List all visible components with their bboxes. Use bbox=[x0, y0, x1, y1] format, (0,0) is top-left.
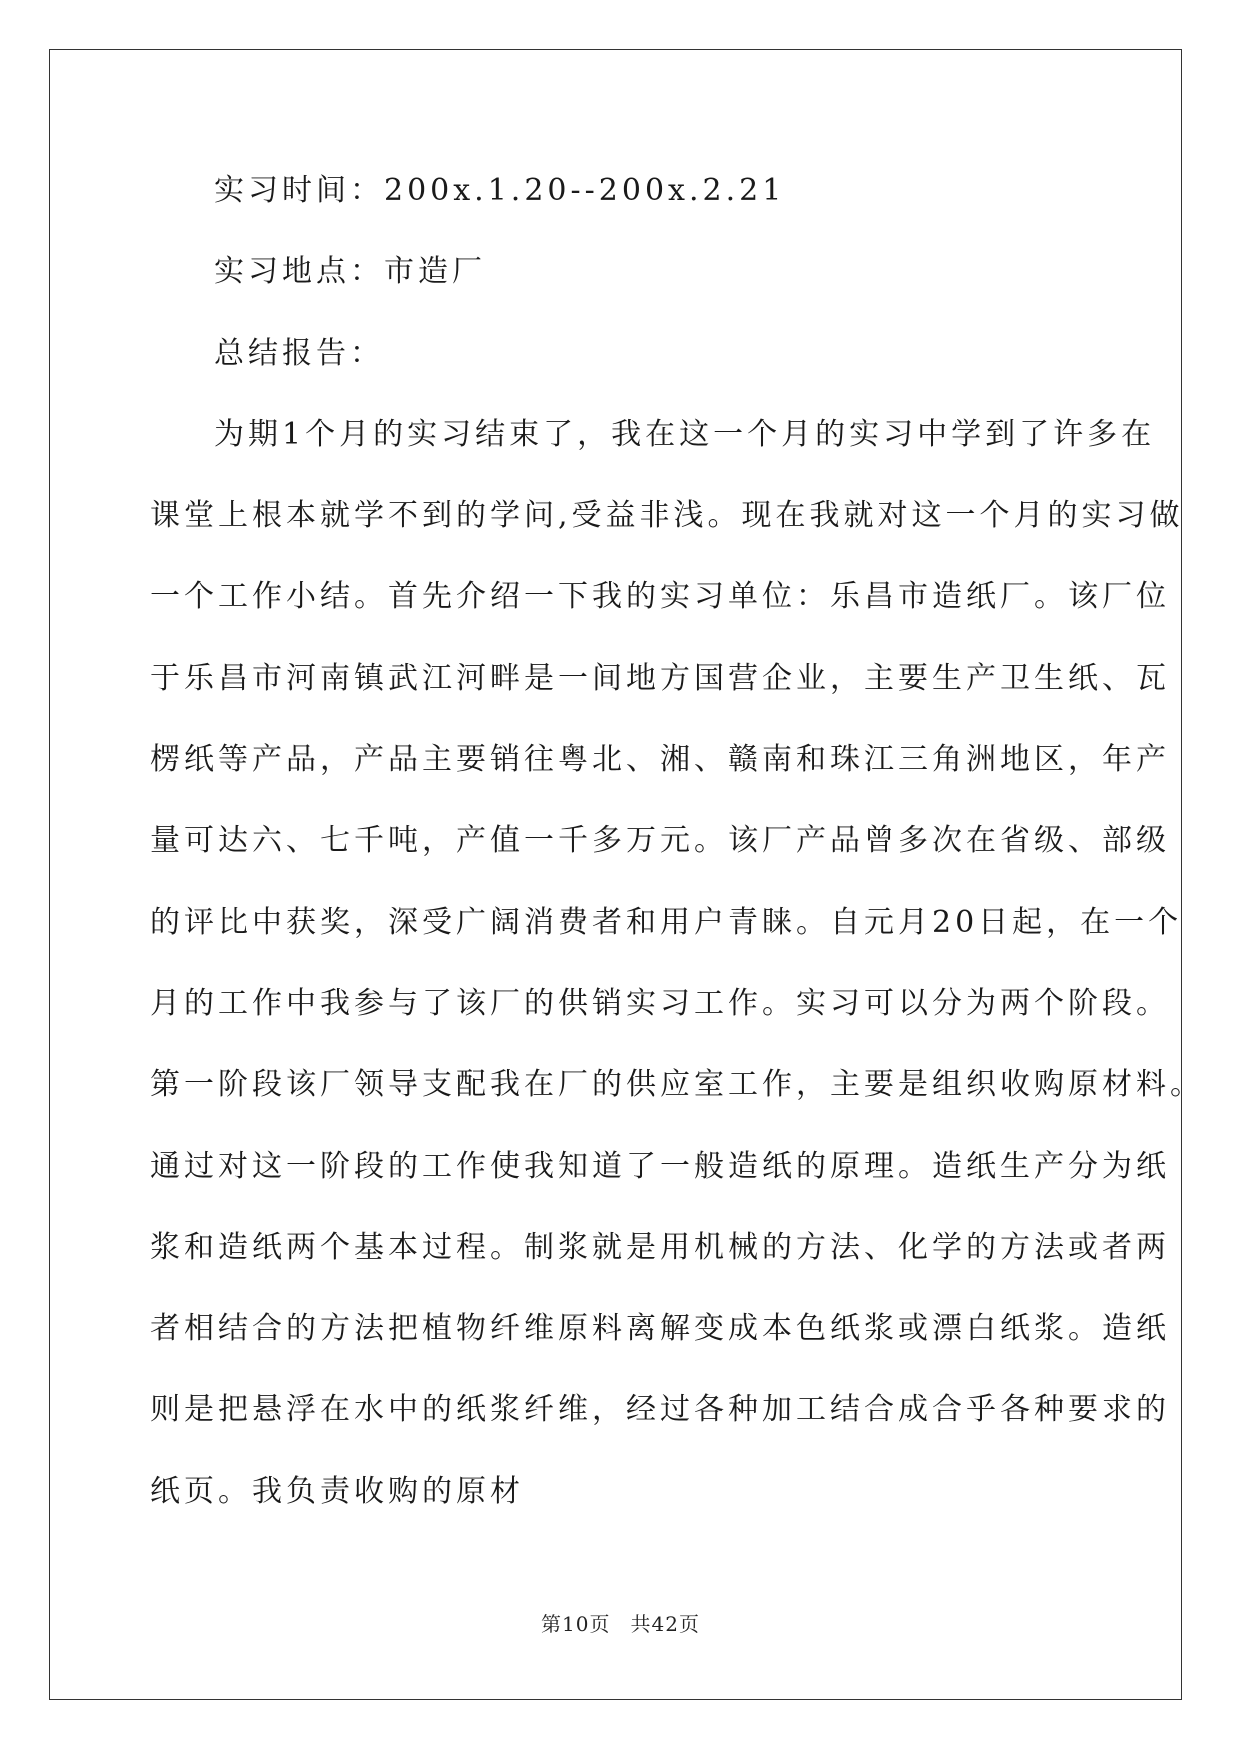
body-line: 则是把悬浮在水中的纸浆纤维，经过各种加工结合成合乎各种要求的 bbox=[150, 1392, 1170, 1428]
body-line: 一个工作小结。首先介绍一下我的实习单位：乐昌市造纸厂。该厂位 bbox=[150, 579, 1170, 615]
body-line: 为期1个月的实习结束了，我在这一个月的实习中学到了许多在 bbox=[214, 416, 1156, 452]
summary-report-heading: 总结报告： bbox=[214, 335, 384, 371]
document-content bbox=[150, 155, 1204, 1537]
body-line: 楞纸等产品，产品主要销往粤北、湘、赣南和珠江三角洲地区，年产 bbox=[150, 742, 1170, 778]
body-line: 通过对这一阶段的工作使我知道了一般造纸的原理。造纸生产分为纸 bbox=[150, 1148, 1170, 1184]
body-line: 的评比中获奖，深受广阔消费者和用户青睐。自元月20日起，在一个 bbox=[150, 904, 1183, 940]
body-line: 者相结合的方法把植物纤维原料离解变成本色纸浆或漂白纸浆。造纸 bbox=[150, 1311, 1170, 1347]
body-line: 于乐昌市河南镇武江河畔是一间地方国营企业，主要生产卫生纸、瓦 bbox=[150, 660, 1170, 696]
body-line: 浆和造纸两个基本过程。制浆就是用机械的方法、化学的方法或者两 bbox=[150, 1229, 1170, 1265]
internship-location-field: 实习地点：市造厂 bbox=[214, 254, 486, 290]
page-number: 第10页 bbox=[541, 1612, 611, 1636]
page-total: 共42页 bbox=[630, 1612, 700, 1636]
body-line: 课堂上根本就学不到的学问,受益非浅。现在我就对这一个月的实习做 bbox=[150, 498, 1184, 534]
body-line: 第一阶段该厂领导支配我在厂的供应室工作，主要是组织收购原材料。 bbox=[150, 1067, 1204, 1103]
body-line: 纸页。我负责收购的原材 bbox=[150, 1473, 524, 1509]
internship-time-field: 实习时间：200x.1.20--200x.2.21 bbox=[214, 173, 786, 208]
body-line: 量可达六、七千吨，产值一千多万元。该厂产品曾多次在省级、部级 bbox=[150, 823, 1170, 859]
body-line: 月的工作中我参与了该厂的供销实习工作。实习可以分为两个阶段。 bbox=[150, 985, 1170, 1021]
page-footer bbox=[0, 1608, 1241, 1637]
